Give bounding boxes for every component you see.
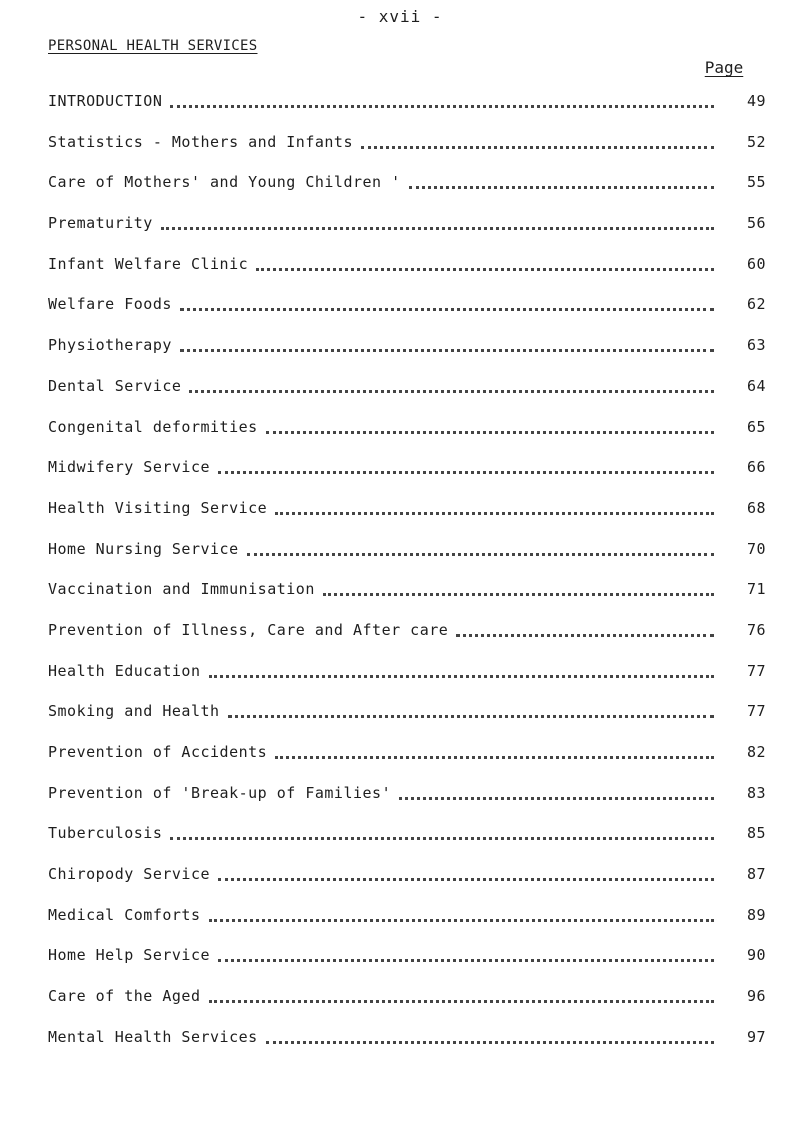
toc-entry: [48, 861, 772, 902]
toc-entry-title: Prematurity: [48, 214, 153, 233]
toc-entry: [48, 617, 772, 658]
toc-entry-page: 77: [746, 661, 766, 680]
toc-entry-page: 56: [746, 214, 766, 233]
toc-entry: [48, 536, 772, 577]
toc-entry-page: 55: [746, 173, 766, 192]
toc-entry-page: 70: [746, 539, 766, 558]
dot-leader: [209, 985, 715, 1003]
toc-entry-title: Prevention of Illness, Care and After care: [48, 620, 449, 639]
toc-entry: [48, 902, 772, 943]
toc-entry-title: Care of Mothers' and Young Children ': [48, 173, 401, 192]
toc-entry-title: Care of the Aged: [48, 987, 201, 1006]
dot-leader: [266, 1026, 714, 1044]
toc-entry-title: Home Help Service: [48, 946, 211, 965]
toc-entry-page: 65: [746, 417, 766, 436]
page-number: - xvii -: [357, 7, 443, 26]
dot-leader: [275, 741, 714, 759]
toc-entry-title: Statistics - Mothers and Infants: [48, 132, 353, 151]
toc-entry: [48, 251, 772, 292]
toc-entry-title: Health Visiting Service: [48, 498, 268, 517]
toc-entry-page: 71: [746, 580, 766, 599]
dot-leader: [409, 171, 714, 189]
toc-entry-title: Congenital deformities: [48, 417, 258, 436]
dot-leader: [170, 822, 714, 840]
toc-entry-page: 97: [746, 1027, 766, 1046]
toc-entry-title: Vaccination and Immunisation: [48, 580, 315, 599]
toc-entry: [48, 169, 772, 210]
dot-leader: [161, 212, 714, 230]
dot-leader: [275, 497, 714, 515]
toc-entry-page: 63: [746, 336, 766, 355]
toc-entry: [48, 1024, 772, 1065]
toc-entry: [48, 88, 772, 129]
toc-entry: [48, 414, 772, 455]
dot-leader: [170, 90, 714, 108]
toc-entry: [48, 210, 772, 251]
toc-entry-page: 82: [746, 743, 766, 761]
toc-entry-title: Health Education: [48, 661, 201, 680]
toc-entry-title: Chiropody Service: [48, 865, 211, 884]
dot-leader: [218, 456, 714, 474]
toc-entry-title: Home Nursing Service: [48, 539, 239, 558]
toc-entry-title: Dental Service: [48, 376, 182, 395]
toc-entry-page: 64: [746, 376, 766, 395]
toc-entry-title: INTRODUCTION: [48, 92, 163, 110]
toc-entry-page: 90: [746, 946, 766, 965]
toc-entry: [48, 291, 772, 332]
dot-leader: [256, 253, 714, 271]
dot-leader: [189, 375, 714, 393]
toc-entry: [48, 332, 772, 373]
dot-leader: [323, 578, 714, 596]
toc-entry: [48, 495, 772, 536]
toc-entry: [48, 454, 772, 495]
toc-entry: [48, 698, 772, 739]
dot-leader: [218, 944, 714, 962]
toc-entry: [48, 373, 772, 414]
toc-entry-page: 49: [746, 92, 766, 110]
toc-entry-title: Prevention of Accidents: [48, 743, 268, 761]
toc-entry-page: 76: [746, 620, 766, 639]
toc-entry-title: Midwifery Service: [48, 458, 211, 477]
dot-leader: [247, 538, 714, 556]
toc-entry-page: 62: [746, 295, 766, 314]
toc-entry: [48, 820, 772, 861]
toc-entry-title: Infant Welfare Clinic: [48, 254, 249, 273]
page-column-header: Page: [704, 58, 744, 77]
dot-leader: [456, 619, 714, 637]
toc-entry-page: 60: [746, 254, 766, 273]
toc-entry-page: 68: [746, 498, 766, 517]
toc-entry-page: 52: [746, 132, 766, 151]
toc-entry: [48, 739, 772, 780]
toc-entry-title: Smoking and Health: [48, 702, 220, 721]
toc-entry-title: Tuberculosis: [48, 824, 163, 843]
toc-entry: [48, 942, 772, 983]
toc-entry-page: 89: [746, 905, 766, 924]
toc-entry: [48, 129, 772, 170]
toc-entry-page: 85: [746, 824, 766, 843]
toc-entry-title: Mental Health Services: [48, 1027, 258, 1046]
section-title: PERSONAL HEALTH SERVICES: [48, 38, 258, 54]
toc-entry-page: 66: [746, 458, 766, 477]
toc-entry-page: 77: [746, 702, 766, 721]
toc-entry-title: Medical Comforts: [48, 905, 201, 924]
toc-entry: [48, 576, 772, 617]
toc-entry-page: 87: [746, 865, 766, 884]
dot-leader: [266, 416, 714, 434]
dot-leader: [180, 293, 714, 311]
dot-leader: [218, 863, 714, 881]
toc-entry-page: 96: [746, 987, 766, 1006]
table-of-contents: [48, 88, 772, 1065]
dot-leader: [361, 131, 714, 149]
dot-leader: [180, 334, 714, 352]
dot-leader: [228, 700, 714, 718]
dot-leader: [209, 904, 715, 922]
toc-entry-title: Welfare Foods: [48, 295, 172, 314]
toc-entry-page: 83: [746, 783, 766, 802]
toc-entry: [48, 983, 772, 1024]
dot-leader: [209, 660, 715, 678]
toc-entry-title: Prevention of 'Break-up of Families': [48, 783, 392, 802]
toc-entry: [48, 658, 772, 699]
toc-entry-title: Physiotherapy: [48, 336, 172, 355]
toc-entry: [48, 780, 772, 821]
dot-leader: [399, 782, 714, 800]
